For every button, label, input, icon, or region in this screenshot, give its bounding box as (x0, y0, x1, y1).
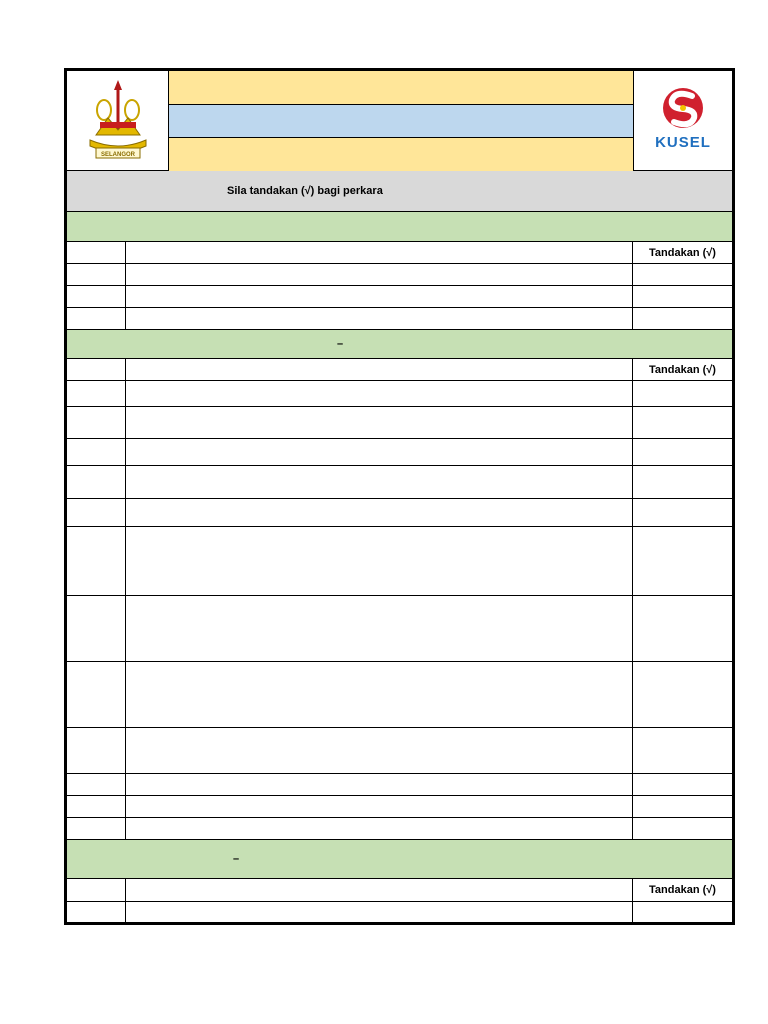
table-row (67, 527, 732, 596)
kusel-tagline (683, 151, 684, 155)
header-band-yellow-bottom (169, 138, 633, 171)
checkbox-cell[interactable] (633, 407, 732, 438)
checkbox-cell[interactable] (633, 499, 732, 526)
table-row (67, 439, 732, 466)
table-row (67, 286, 732, 308)
checkbox-cell[interactable] (633, 286, 732, 307)
kusel-mark-icon (654, 86, 712, 132)
section-title-3: – (233, 853, 240, 865)
tandakan-column-label-1: Tandakan (√) (649, 246, 716, 259)
checkbox-cell[interactable] (633, 527, 732, 595)
table-header-row-3 (67, 879, 732, 902)
checkbox-cell[interactable] (633, 264, 732, 285)
table-row (67, 728, 732, 774)
checkbox-cell[interactable] (633, 818, 732, 839)
table-row (67, 662, 732, 728)
table-row (67, 774, 732, 796)
checkbox-cell[interactable] (633, 596, 732, 661)
instruction-text: Sila tandakan (√) bagi perkara (227, 185, 383, 197)
checkbox-cell[interactable] (633, 796, 732, 817)
checkbox-cell[interactable] (633, 439, 732, 465)
table-row (67, 596, 732, 662)
instruction-bar (67, 171, 732, 212)
table-row (67, 264, 732, 286)
kusel-logo (633, 71, 732, 170)
selangor-crest-icon (82, 80, 154, 162)
svg-text:SELANGOR: SELANGOR (100, 151, 135, 158)
section-header-2 (67, 330, 732, 359)
checkbox-cell[interactable] (633, 728, 732, 773)
checklist-form (64, 68, 735, 925)
section-header-1 (67, 212, 732, 242)
table-row (67, 818, 732, 840)
table-row (67, 466, 732, 499)
tandakan-column-label-2: Tandakan (√) (649, 363, 716, 376)
table-header-row-2 (67, 359, 732, 381)
table-row (67, 499, 732, 527)
checkbox-cell[interactable] (633, 902, 732, 925)
header-band-yellow-top (169, 71, 633, 105)
checkbox-cell[interactable] (633, 774, 732, 795)
header-band-blue (169, 105, 633, 138)
section-title-2: – (337, 338, 344, 350)
table-row (67, 308, 732, 330)
kusel-wordmark: KUSEL (655, 134, 711, 151)
checkbox-cell[interactable] (633, 466, 732, 498)
table-header-row-1 (67, 242, 732, 264)
checkbox-cell[interactable] (633, 308, 732, 329)
table-row (67, 407, 732, 439)
tandakan-column-label-3: Tandakan (√) (649, 884, 716, 896)
section-header-3 (67, 840, 732, 879)
checkbox-cell[interactable] (633, 381, 732, 406)
form-header (67, 71, 732, 171)
table-row (67, 381, 732, 407)
table-row (67, 902, 732, 925)
table-row (67, 796, 732, 818)
checkbox-cell[interactable] (633, 662, 732, 727)
selangor-logo (67, 71, 169, 170)
